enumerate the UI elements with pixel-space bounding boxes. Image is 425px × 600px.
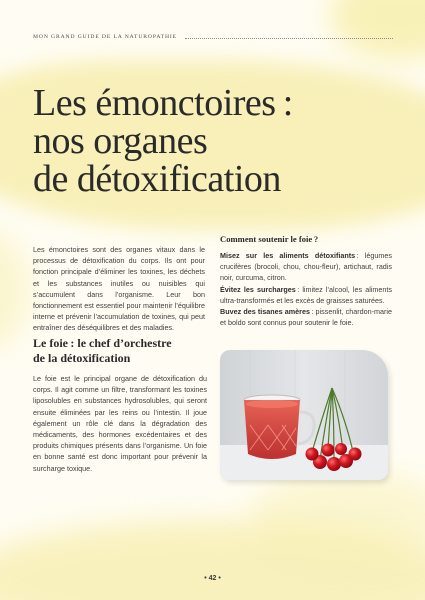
sidebar-item-label: Misez sur les aliments détoxifiants — [220, 251, 356, 260]
sidebar-item-text: : limitez l’alcool, les aliments ultra-transformés et les excès de graisses saturées. — [220, 284, 392, 305]
section-column — [33, 373, 207, 474]
dotted-leader — [185, 38, 393, 39]
sidebar-item — [220, 306, 392, 328]
sidebar-item-text: : pissenlit, chardon-marie et boldo sont connus pour soutenir le foie. — [220, 307, 392, 328]
section-paragraph: Le foie est le principal organe de détoxification du corps. Il agit comme un filtre, transformant les toxines liposolubles en substances hydrosolubles, qui seront ensuite éliminées par les reins ou l’intestin. Il joue également un rôle clé dans la dégradation des médicaments, des hormones excédentaires et des produits chimiques présents dans l’organisme. Un foie en bonne santé est donc important pour prévenir la surcharge toxique. — [33, 374, 207, 473]
photo-table — [220, 445, 388, 480]
sidebar-item-label: Évitez les surcharges — [220, 284, 296, 294]
tea-cherries-photo — [220, 350, 388, 480]
watercolor-wash — [0, 230, 30, 350]
page-title — [33, 84, 293, 198]
page-title-line: nos organes — [33, 120, 208, 162]
section-heading-line: de la détoxification — [33, 351, 131, 365]
running-header — [33, 34, 393, 40]
sidebar-column — [220, 234, 392, 328]
page-number: • 42 • — [204, 575, 221, 582]
sidebar-heading: Comment soutenir le foie ? — [220, 234, 319, 244]
watercolor-wash — [330, 0, 425, 60]
sidebar-item-text: : légumes crucifères (brocoli, chou, chou-fleur), artichaut, radis noir, curcuma, citron. — [220, 251, 393, 283]
sidebar-item — [220, 250, 392, 284]
intro-paragraph: Les émonctoires sont des organes vitaux dans le processus de détoxification du corps. Ils ont pour fonction principale d’éliminer les toxines, les déchets et les substances inutiles ou nuisibles qui s’accumulent dans l’organisme. Leur bon fonctionnement est essentiel pour maintenir l’équilibre interne et prévenir l’accumulation de toxines, qui peut entraîner des déséquilibres et des maladies. — [33, 245, 205, 333]
sidebar-item — [220, 284, 392, 306]
section-heading — [33, 336, 208, 366]
section-heading-line: Le foie : le chef d’orchestre — [33, 336, 172, 350]
tea-cherries-illustration — [220, 350, 388, 480]
page-title-line: Les émonctoires : — [33, 82, 293, 124]
sidebar-item-label: Buvez des tisanes amères — [220, 307, 310, 317]
page-title-line: de détoxification — [33, 158, 281, 200]
running-title: MON GRAND GUIDE DE LA NATUROPATHIE — [33, 34, 177, 40]
intro-column — [33, 244, 205, 334]
